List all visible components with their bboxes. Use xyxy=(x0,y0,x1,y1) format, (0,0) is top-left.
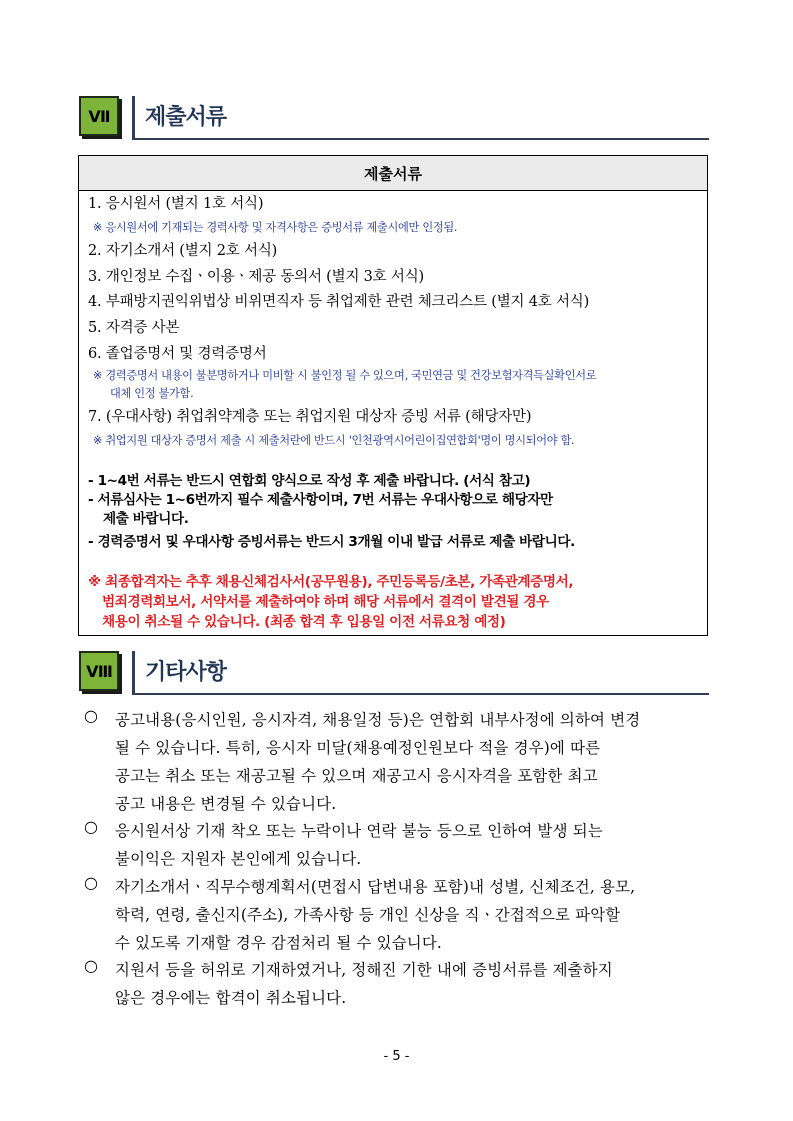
document-item-3: 3. 개인정보 수집ㆍ이용ㆍ제공 동의서 (별지 3호 서식) xyxy=(88,269,424,285)
paragraph-line: 수 있도록 기재할 경우 감점처리 될 수 있습니다. xyxy=(115,934,443,952)
paragraph-line: 자기소개서ㆍ직무수행계획서(면접시 답변내용 포함)내 성별, 신체조건, 용모, xyxy=(115,878,636,896)
section-7-header xyxy=(79,96,709,142)
document-item-7: 7. (우대사항) 취업취약계층 또는 취업지원 대상자 증빙 서류 (해당자만) xyxy=(88,409,532,425)
paragraph-line: 불이익은 지원자 본인에게 있습니다. xyxy=(115,850,362,868)
section-8-header xyxy=(79,651,709,697)
bullet-circle-icon: ○ xyxy=(84,817,98,836)
page-number: - 5 - xyxy=(383,1049,410,1064)
section-underline xyxy=(132,693,709,695)
document-note-1: ※ 응시원서에 기재되는 경력사항 및 자격사항은 증빙서류 제출시에만 인정됨. xyxy=(93,221,458,234)
paragraph-line: 학력, 연령, 출신지(주소), 가족사항 등 개인 신상을 직ㆍ간접적으로 파악할 xyxy=(115,906,621,924)
section-8-badge: Ⅷ xyxy=(79,651,119,691)
document-item-4: 4. 부패방지권익위법상 비위면직자 등 취업제한 관련 체크리스트 (별지 4호 서식) xyxy=(88,294,590,310)
final-notice-2: 범죄경력회보서, 서약서를 제출하여야 하며 해당 서류에서 결격이 발견될 경우 xyxy=(102,594,549,610)
paragraph-line: 지원서 등을 허위로 기재하였거나, 정해진 기한 내에 증빙서류를 제출하지 xyxy=(115,961,613,979)
rule-3: - 경력증명서 및 우대사항 증빙서류는 반드시 3개월 이내 발급 서류로 제출 바랍니다. xyxy=(88,534,575,550)
rule-2-cont: 제출 바랍니다. xyxy=(103,511,189,527)
paragraph-line: 공고는 취소 또는 재공고될 수 있으며 재공고시 응시자격을 포함한 최고 xyxy=(115,767,598,785)
document-item-1: 1. 응시원서 (별지 1호 서식) xyxy=(88,196,264,212)
document-note-2-cont: 대체 인정 불가함. xyxy=(110,387,194,400)
documents-table-header: 제출서류 xyxy=(79,156,707,191)
section-8-title: 기타사항 xyxy=(145,660,227,685)
section-divider xyxy=(132,651,135,695)
bullet-circle-icon: ○ xyxy=(84,873,98,892)
document-note-2: ※ 경력증명서 내용이 불분명하거나 미비할 시 불인정 될 수 있으며, 국민연금 및 건강보험자격득실확인서로 xyxy=(93,369,597,382)
paragraph-line: 공고내용(응시인원, 응시자격, 채용일정 등)은 연합회 내부사정에 의하여 변경 xyxy=(115,711,641,729)
final-notice-3: 채용이 취소될 수 있습니다. (최종 합격 후 입용일 이전 서류요청 예정) xyxy=(102,614,506,630)
section-underline xyxy=(132,138,709,140)
paragraph-line: 될 수 있습니다. 특히, 응시자 미달(채용예정인원보다 적을 경우)에 따른 xyxy=(115,739,601,757)
document-item-5: 5. 자격증 사본 xyxy=(88,320,180,336)
documents-table xyxy=(78,155,708,636)
section-7-badge: Ⅶ xyxy=(79,96,119,136)
document-item-2: 2. 자기소개서 (별지 2호 서식) xyxy=(88,243,278,259)
section-7-title: 제출서류 xyxy=(145,105,227,130)
final-notice-1: ※ 최종합격자는 추후 채용신체검사서(공무원용), 주민등록등/초본, 가족관계증명서, xyxy=(88,574,574,590)
rule-1: - 1~4번 서류는 반드시 연합회 양식으로 작성 후 제출 바랍니다. (서식 참고) xyxy=(88,473,531,489)
section-divider xyxy=(132,96,135,140)
paragraph-line: 공고 내용은 변경될 수 있습니다. xyxy=(115,795,337,813)
bullet-circle-icon: ○ xyxy=(84,706,98,725)
document-note-3: ※ 취업지원 대상자 증명서 제출 시 제출처란에 반드시 '인천광역시어린이집연합회'명이 명시되어야 함. xyxy=(93,434,575,447)
paragraph-line: 않은 경우에는 합격이 취소됩니다. xyxy=(115,989,347,1007)
rule-2: - 서류심사는 1~6번까지 필수 제출사항이며, 7번 서류는 우대사항으로 해당자만 xyxy=(88,492,553,508)
bullet-circle-icon: ○ xyxy=(84,956,98,975)
document-item-6: 6. 졸업증명서 및 경력증명서 xyxy=(88,346,267,362)
paragraph-line: 응시원서상 기재 착오 또는 누락이나 연락 불능 등으로 인하여 발생 되는 xyxy=(115,822,603,840)
